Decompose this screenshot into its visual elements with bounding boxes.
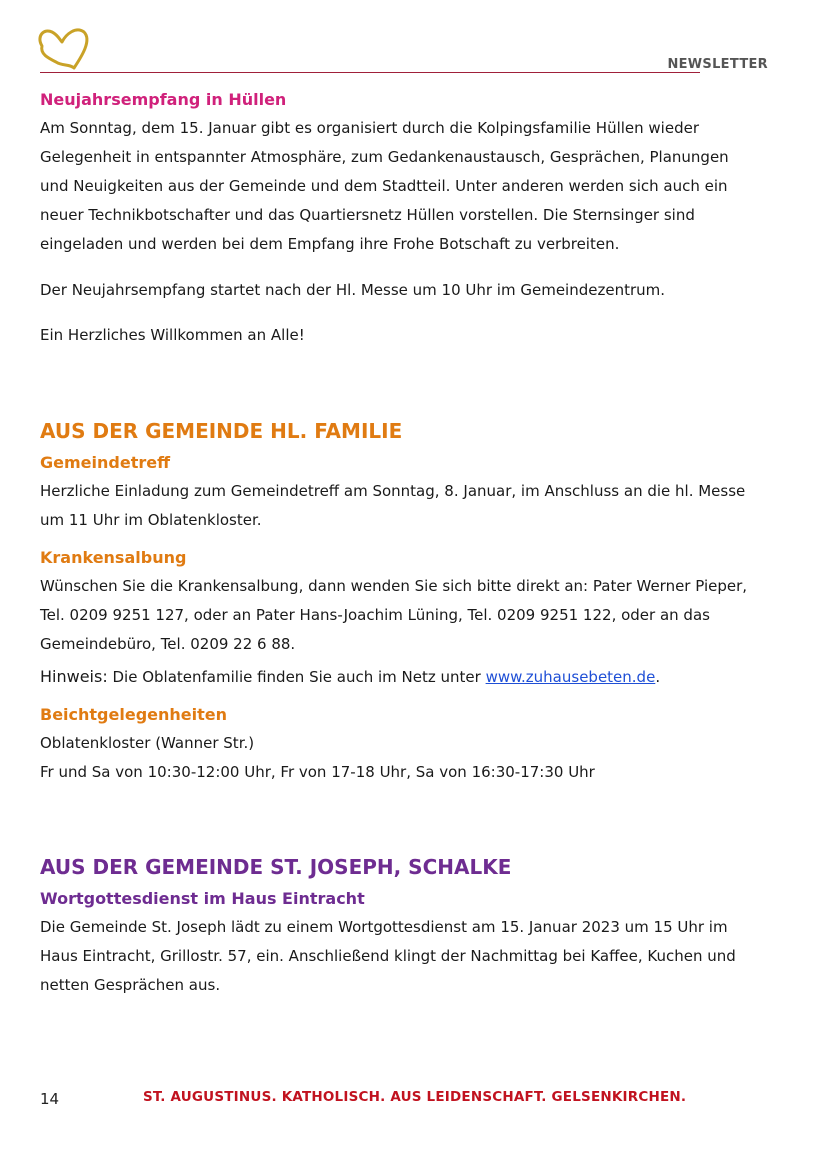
gemeindetreff-title: Gemeindetreff — [40, 453, 171, 472]
beicht-line-2: Fr und Sa von 10:30-12:00 Uhr, Fr von 17-18 Uhr, Sa von 16:30-17:30 Uhr — [40, 763, 595, 781]
hinweis-label: Hinweis: — [40, 667, 108, 686]
beicht-line-1: Oblatenkloster (Wanner Str.) — [40, 734, 255, 752]
neujahr-title: Neujahrsempfang in Hüllen — [40, 90, 287, 109]
wortgottesdienst-title: Wortgottesdienst im Haus Eintracht — [40, 889, 365, 908]
neujahr-paragraph-2: Der Neujahrsempfang startet nach der Hl. Messe um 10 Uhr im Gemeindezentrum. — [40, 281, 666, 299]
footer-slogan: ST. AUGUSTINUS. KATHOLISCH. AUS LEIDENSCHAFT. GELSENKIRCHEN. — [143, 1089, 687, 1105]
krankensalbung-title: Krankensalbung — [40, 548, 187, 567]
neujahr-paragraph-3: Ein Herzliches Willkommen an Alle! — [40, 326, 305, 344]
familie-section-title: AUS DER GEMEINDE HL. FAMILIE — [40, 419, 403, 443]
header-divider — [40, 72, 700, 73]
joseph-section-title: AUS DER GEMEINDE ST. JOSEPH, SCHALKE — [40, 855, 512, 879]
neujahr-paragraph-1: Am Sonntag, dem 15. Januar gibt es organisiert durch die Kolpingsfamilie Hüllen wieder Gelegenheit in entspannter Atmosphäre, zum Gedankenaustausch, Gesprächen, Planungen und Neuigkeiten aus der Gemeinde und dem Stadtteil. Unter anderen werden sich auch ein neuer Technikbotschafter und das Quartiersnetz Hüllen vorstellen. Die Sternsinger sind eingeladen und werden bei dem Empfang ihre Frohe Botschaft zu verbreiten. — [40, 119, 729, 253]
hinweis-line — [40, 662, 760, 692]
zuhausebeten-link[interactable]: www.zuhausebeten.de — [485, 668, 656, 686]
newsletter-label: NEWSLETTER — [667, 57, 768, 72]
beichtgelegenheiten-title: Beichtgelegenheiten — [40, 705, 228, 724]
hinweis-end: . — [655, 668, 661, 686]
page-number: 14 — [40, 1090, 60, 1108]
krankensalbung-text: Wünschen Sie die Krankensalbung, dann wenden Sie sich bitte direkt an: Pater Werner Pieper, Tel. 0209 9251 127, oder an Pater Hans-Joachim Lüning, Tel. 0209 9251 122, oder an das Gemeindebüro, Tel. 0209 22 6 88. — [40, 577, 748, 653]
gemeindetreff-text: Herzliche Einladung zum Gemeindetreff am Sonntag, 8. Januar, im Anschluss an die hl. Messe um 11 Uhr im Oblatenkloster. — [40, 482, 746, 529]
wortgottesdienst-text: Die Gemeinde St. Joseph lädt zu einem Wortgottesdienst am 15. Januar 2023 um 15 Uhr im Haus Eintracht, Grillostr. 57, ein. Anschließend klingt der Nachmittag bei Kaffee, Kuchen und netten Gesprächen aus. — [40, 918, 736, 994]
hinweis-text: Die Oblatenfamilie finden Sie auch im Netz unter — [112, 668, 481, 686]
heart-logo-icon — [34, 26, 92, 72]
page-content — [40, 88, 760, 1000]
